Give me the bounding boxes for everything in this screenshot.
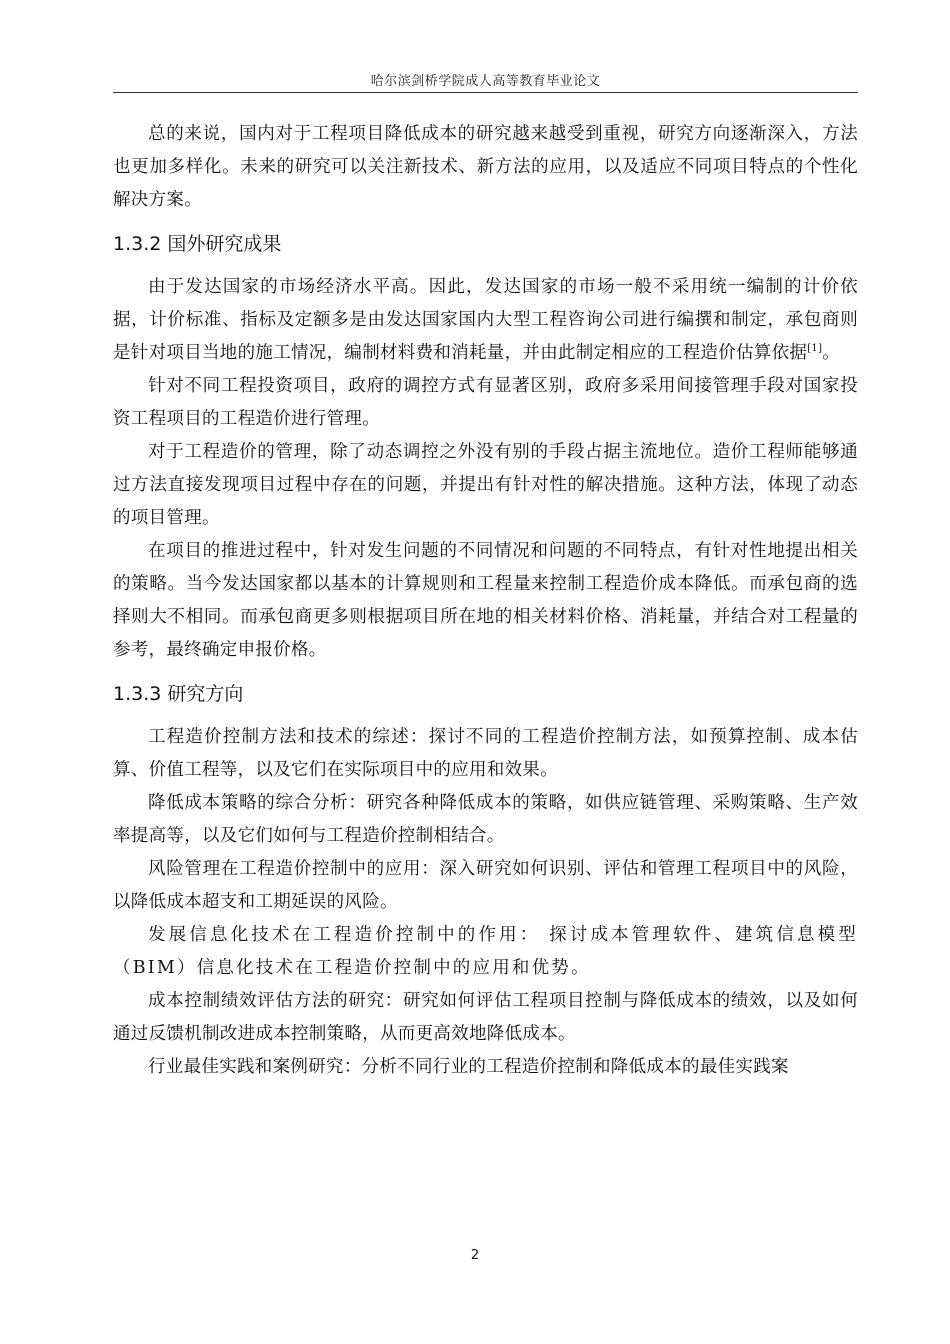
section-heading-1-3-3 [113, 677, 858, 711]
header-divider [113, 92, 858, 93]
paragraph: 针对不同工程投资项目，政府的调控方式有显著区别，政府多采用间接管理手段对国家投资工程项目的工程造价进行管理。 [113, 376, 858, 429]
citation-ref[interactable]: [1] [807, 343, 823, 355]
section-heading-1-3-2 [113, 227, 858, 261]
section-number: 1.3.3 [113, 683, 162, 705]
paragraph: 成本控制绩效评估方法的研究：研究如何评估工程项目控制与降低成本的绩效，以及如何通过反馈机制改进成本控制策略，从而更高效地降低成本。 [113, 991, 858, 1044]
page-number: 2 [470, 1248, 480, 1263]
intro-paragraph: 总的来说，国内对于工程项目降低成本的研究越来越受到重视，研究方向逐渐深入，方法也更加多样化。未来的研究可以关注新技术、新方法的应用，以及适应不同项目特点的个性化解决方案。 [113, 124, 858, 210]
paragraph-end: 。 [822, 343, 841, 363]
section-number: 1.3.2 [113, 233, 162, 255]
paragraph: 对于工程造价的管理，除了动态调控之外没有别的手段占据主流地位。造价工程师能够通过方法直接发现项目过程中存在的问题，并提出有针对性的解决措施。这种方法，体现了动态的项目管理。 [113, 442, 858, 528]
paragraph: 行业最佳实践和案例研究：分析不同行业的工程造价控制和降低成本的最佳实践案 [148, 1057, 789, 1077]
paragraph: 降低成本策略的综合分析：研究各种降低成本的策略，如供应链管理、采购策略、生产效率提高等，以及它们如何与工程造价控制相结合。 [113, 793, 858, 846]
section-title: 研究方向 [167, 683, 244, 705]
document-body [113, 118, 858, 1084]
paragraph: 工程造价控制方法和技术的综述：探讨不同的工程造价控制方法，如预算控制、成本估算、价值工程等，以及它们在实际项目中的应用和效果。 [113, 727, 858, 780]
section-title: 国外研究成果 [167, 233, 282, 255]
paragraph: 发展信息化技术在工程造价控制中的作用： 探讨成本管理软件、建筑信息模型 （BIM）信息化技术在工程造价控制中的应用和优势。 [113, 925, 858, 978]
page-header-title: 哈尔滨剑桥学院成人高等教育毕业论文 [370, 74, 601, 89]
paragraph: 在项目的推进过程中，针对发生问题的不同情况和问题的不同特点，有针对性地提出相关的策略。当今发达国家都以基本的计算规则和工程量来控制工程造价成本降低。而承包商的选择则大不相同。而承包商更多则根据项目所在地的相关材料价格、消耗量，并结合对工程量的参考，最终确定申报价格。 [113, 541, 858, 660]
paragraph [113, 271, 858, 370]
paragraph: 风险管理在工程造价控制中的应用：深入研究如何识别、评估和管理工程项目中的风险，以降低成本超支和工期延误的风险。 [113, 859, 858, 912]
paragraph-text: 由于发达国家的市场经济水平高。因此，发达国家的市场一般不采用统一编制的计价依据，计价标准、指标及定额多是由发达国家国内大型工程咨询公司进行编撰和制定，承包商则是针对项目当地的施工情况，编制材料费和消耗量，并由此制定相应的工程造价估算依据 [113, 277, 858, 363]
